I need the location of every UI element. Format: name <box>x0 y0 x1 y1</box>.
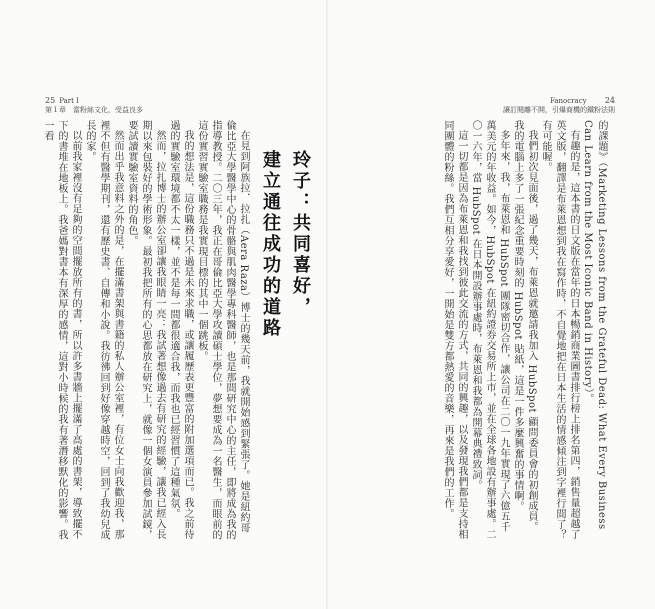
section-title <box>255 150 315 450</box>
left-page-header <box>45 96 143 115</box>
part-label: Part I <box>59 97 79 105</box>
right-page-body <box>338 120 608 540</box>
left-paragraph: 以前我家裡沒有足夠的空間擺放所有的書，所以許多書牆上擺滿了高處的書架，導致擺不下的書堆在地板上。我爸媽對書本有深厚的感情，這對小時候的我有著潛移默化的影響。我一看 <box>42 120 81 540</box>
right-paragraph: 我們初次見面後，過了幾天，布萊恩就邀請我加入 HubSpot 顧問委員會的初創成員。我的電腦上多了一張紀念重要時刻的 HubSpot 貼紙，這是一件多麼興奮的事情啊。 <box>512 120 537 533</box>
left-page <box>0 0 326 609</box>
chapter-label: 第１章 當粉絲文化，受益良多 <box>45 106 143 114</box>
left-paragraph: 我的想法是，這份職務只不過是未來求職，或讓履歷表更豐富的附加選項而已。我之前待過的實驗室環境都不太一樣，並不是每一間都很適合我，而我也已經習慣了這種氣氛。 <box>168 120 193 540</box>
right-paragraph: 有趣的是，這本書的日文版在當年的日本暢銷商業圖書排行榜上排名第四，銷售量超越了英文版，翻譯是布萊恩想到我在寫作時，不自覺地把在日本生活的情感傾注到字裡行間了？有可能喔。 <box>540 120 579 540</box>
section-title-line2: 建立通往成功的道路 <box>260 150 281 339</box>
right-paragraph: 這一切都是因為布萊恩和我找到彼此交流的方式，共同的興趣，以及發現我們都是支持相同團體的粉絲。我們互相分享愛好，一開始是雙方都熱愛的音樂，再來是我們的工作。 <box>442 120 467 540</box>
right-paragraph: 的課題》（Marketing Lessons from the Grateful Dead: What Every Business Can Learn from the Most Iconic Band in History）。 <box>582 120 607 530</box>
right-page-header <box>503 96 615 115</box>
right-paragraph: 多年來，我，布萊恩和 HubSpot 團隊密切合作，讓公司在二〇一九年實現了六億五千萬美元的年收益。如今，HubSpot 在紐約證券交易所上市，並在全球各地設有辦事處。二〇一六年，當 HubSpot 在日本開設辦事處時，布萊恩和我都為開幕典禮致詞。 <box>470 120 509 540</box>
left-page-body <box>40 120 250 540</box>
right-page <box>328 0 655 609</box>
left-paragraph: 在見到阿族拉．拉扎（Aera Raza）博士的幾天前，我就開始感到緊張了。她是紐約哥倫比亞大學醫學中心的骨骼與肌肉醫學專科醫師，也是那間研究中心的主任，即將成為我的指導教授。二〇三年，我正在哥倫比亞大學攻讀碩士學位，夢想要成為一名醫生，而眼前的這份實習實驗室職務是我實現目標的其中一個跳板。 <box>196 120 249 540</box>
section-title-line1: 玲子：共同喜好， <box>290 150 311 318</box>
running-title: Fanocracy <box>549 97 587 105</box>
right-page-number: 24 <box>604 96 615 105</box>
left-paragraph: 然而，拉扎博士的辦公室卻讓我眼睛一亮：我試著想像過去有研究的經驗，讓我已經入長期以來包裝好的學術形象。最初我把所有的心思都放在研究上，就像一個女演員參加試鏡，要試讀實驗室資料的角色。 <box>126 120 165 540</box>
running-subtitle: 讓訂閱離不開，引爆商機的鐵粉法則 <box>503 106 615 114</box>
left-paragraph: 然而出乎我意料之外的是，在擺滿書架與書籍的私人辦公室裡，有位女士向我歡迎我，那裡不但有醫學期刊，還有歷史書、自傳和小說。我彷彿回到好像穿越時空，回到了我幼兒成長的家。 <box>84 120 123 540</box>
left-page-number: 25 <box>45 96 56 105</box>
